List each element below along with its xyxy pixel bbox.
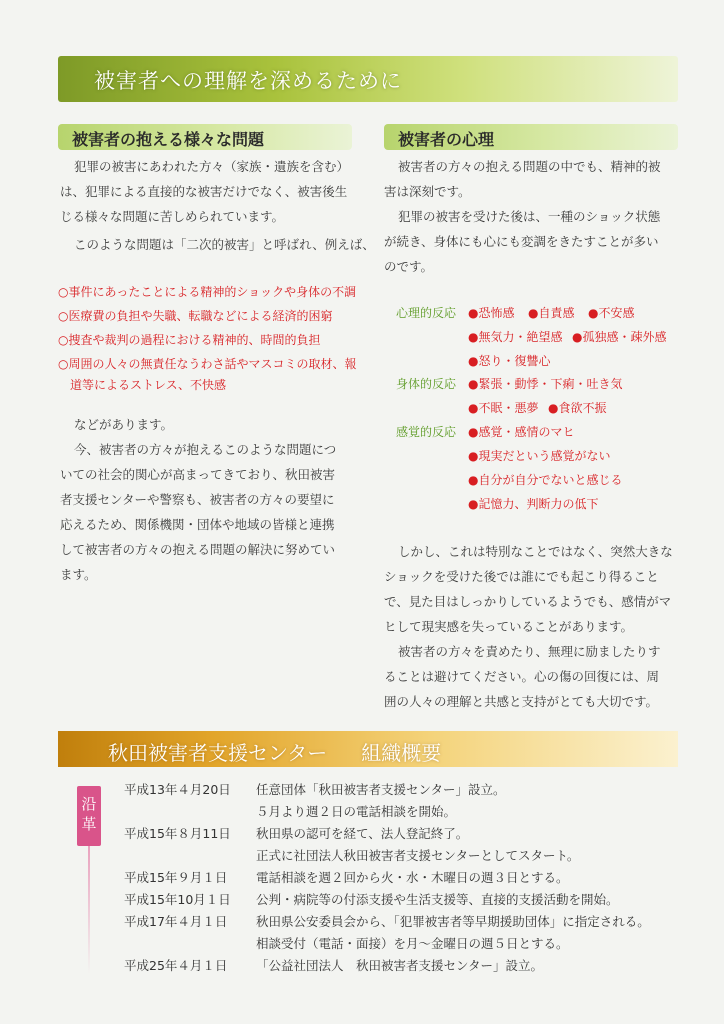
left-intro-line: 犯罪の被害にあわれた方々（家族・遺族を含む） [74,159,350,174]
history-date: 平成15年10月１日 [124,892,231,907]
history-desc: 「公益社団法人 秋田被害者支援センター」設立。 [256,958,544,973]
reaction-item: ●怒り・復讐心 [468,354,551,368]
history-desc: 任意団体「秋田被害者支援センター」設立。 [256,782,506,797]
right-outro-line: で、見た目はしっかりしているようでも、感情がマ [384,594,672,609]
problem-list [58,282,356,396]
left-outro-line: ます。 [60,567,97,582]
history-label-char: 沿 [81,795,97,813]
org-overview-label: 組織概要 [361,741,442,765]
left-intro-line: は、犯罪による直接的な被害だけでなく、被害後生 [60,184,348,199]
left-intro [60,154,375,257]
left-intro-line: このような問題は「二次的被害」と呼ばれ、例えば、 [74,237,375,252]
org-name: 秋田被害者支援センター [108,741,328,765]
history-label-box [77,786,101,846]
right-outro-line: 囲の人々の理解と共感と支持がとても大切です。 [384,694,659,709]
right-intro-line: 犯罪の被害を受けた後は、一種のショック状態 [398,209,661,224]
left-outro-line: 今、被害者の方々が抱えるこのような問題につ [74,442,337,457]
right-outro-line: しかし、これは特別なことではなく、突然大きな [398,544,673,559]
right-intro [384,154,661,279]
right-heading-text: 被害者の心理 [398,130,495,149]
reaction-item: ●孤独感・疎外感 [572,330,667,344]
problem-item: ○医療費の負担や失職、転職などによる経済的困窮 [58,309,333,323]
reaction-item: ●自分が自分でないと感じる [468,473,623,487]
left-outro-line: などがあります。 [74,417,174,432]
right-outro-line: ることは避けてください。心の傷の回復には、周 [384,669,660,684]
right-outro-line: ヒして現実感を失っていることがあります。 [384,619,634,634]
history-date: 平成15年８月11日 [124,826,231,841]
left-outro-line: 者支援センターや警察も、被害者の方々の要望に [60,492,335,507]
left-section-heading [58,124,352,150]
org-overview-banner [58,731,678,767]
reaction-item: ●現実だという感覚がない [468,449,611,463]
right-intro-line: のです。 [384,259,434,274]
history-date: 平成13年４月20日 [124,782,231,797]
reaction-item: ●無気力・絶望感 [468,330,563,344]
right-outro [384,539,673,714]
left-outro [60,412,336,587]
left-intro-line: じる様々な問題に苦しめられています。 [60,209,285,224]
left-outro-line: して被害者の方々の抱える問題の解決に努めてい [60,542,336,557]
problem-item: ○捜査や裁判の過程における精神的、時間的負担 [58,333,321,347]
reaction-item: ●自責感 [528,306,575,320]
body-reaction-label: 身体的反応 [396,377,457,391]
problem-item-continued: 道等によるストレス、不快感 [70,378,227,392]
history-label-char: 革 [81,815,97,833]
right-intro-line: 被害者の方々の抱える問題の中でも、精神的被 [398,159,661,174]
history-date: 平成15年９月１日 [124,870,228,885]
history-date: 平成17年４月１日 [124,914,228,929]
right-outro-line: ショックを受けた後では誰にでも起こり得ること [384,569,659,584]
problem-item: ○周囲の人々の無責任なうわさ話やマスコミの取材、報 [58,357,357,371]
reaction-item: ●記憶力、判断力の低下 [468,497,599,511]
reaction-item: ●不眠・悪夢 [468,401,539,415]
reaction-item: ●不安感 [588,306,635,320]
right-intro-line: 害は深刻です。 [384,184,471,199]
reaction-item: ●感覚・感情のマヒ [468,425,575,439]
history-desc: 正式に社団法人秋田被害者支援センターとしてスタート。 [256,848,580,863]
history-label-line [88,846,90,974]
problem-item: ○事件にあったことによる精神的ショックや身体の不調 [58,285,357,299]
reaction-item: ●緊張・動悸・下痢・吐き気 [468,377,623,391]
history-desc: 公判・病院等の付添支援や生活支援等、直接的支援活動を開始。 [256,892,619,907]
psych-reaction-label: 心理的反応 [396,306,457,320]
right-section-heading [384,124,678,150]
history-date: 平成25年４月１日 [124,958,228,973]
reaction-item: ●食欲不振 [548,401,607,415]
history-desc: 秋田県公安委員会から、「犯罪被害者等早期援助団体」に指定される。 [256,914,650,929]
history-desc: 相談受付（電話・面接）を月～金曜日の週５日とする。 [256,936,569,951]
left-outro-line: いての社会的関心が高まってきており、秋田被害 [60,467,336,482]
history-desc: 電話相談を週２回から火・水・木曜日の週３日とする。 [256,870,569,885]
left-heading-text: 被害者の抱える様々な問題 [72,130,265,149]
history-desc: ５月より週２日の電話相談を開始。 [256,804,457,819]
main-title: 被害者への理解を深めるために [94,69,402,93]
right-intro-line: が続き、身体にも心にも変調をきたすことが多い [384,234,659,249]
main-title-banner [58,56,678,102]
history-desc: 秋田県の認可を経て、法人登記終了。 [256,826,469,841]
left-outro-line: 応えるため、関係機関・団体や地域の皆様と連携 [60,517,335,532]
org-overview-title [108,737,441,766]
right-outro-line: 被害者の方々を責めたり、無理に励ましたりす [398,644,661,659]
sense-reaction-label: 感覚的反応 [396,425,457,439]
reaction-item: ●恐怖感 [468,306,515,320]
